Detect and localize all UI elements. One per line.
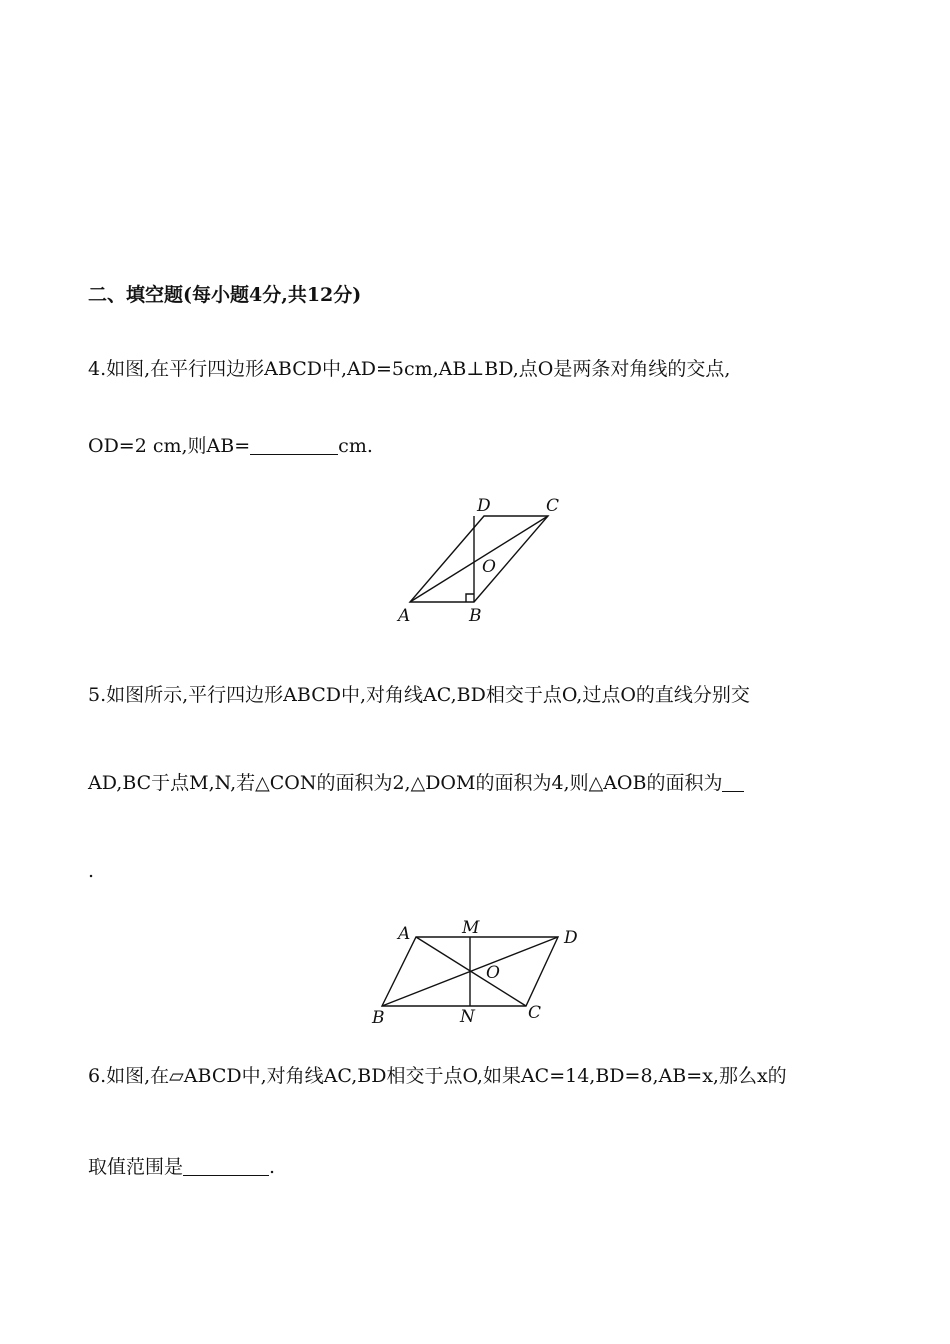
q5-parallelogram-figure [360, 912, 600, 1032]
q5-label-n: N [460, 1007, 475, 1027]
q4-label-b: B [469, 606, 482, 626]
q5-text-before-blank: AD,BC于点M,N,若△CON的面积为2,△DOM的面积为4,则△AOB的面积为 [88, 772, 723, 794]
q4-text-line1: 4.如图,在平行四边形ABCD中,AD=5cm,AB⊥BD,点O是两条对角线的交点, [88, 358, 731, 380]
q6-text-before-blank: 取值范围是 [88, 1156, 184, 1178]
q4-label-o: O [482, 557, 496, 577]
q5-text-line1: 5.如图所示,平行四边形ABCD中,对角线AC,BD相交于点O,过点O的直线分别交 [88, 684, 750, 706]
q4-parallelogram-figure [388, 490, 588, 630]
q4-text-after-blank: cm. [338, 435, 373, 457]
q4-text-before-blank: OD=2 cm,则AB= [88, 435, 251, 457]
q5-answer-blank[interactable] [722, 773, 744, 792]
q5-label-m: M [462, 918, 480, 938]
q5-label-d: D [564, 928, 578, 948]
q5-label-o: O [486, 963, 500, 983]
q6-text-after-blank: . [269, 1156, 276, 1178]
q5-text-line2 [88, 773, 744, 793]
section-heading: 二、填空题(每小题4分,共12分) [88, 284, 362, 306]
q5-label-c: C [528, 1003, 542, 1023]
q4-answer-blank[interactable] [250, 436, 338, 455]
q5-label-b: B [372, 1008, 385, 1028]
q4-diagonal-ac [410, 516, 548, 602]
q6-text-line1: 6.如图,在▱ABCD中,对角线AC,BD相交于点O,如果AC=14,BD=8,AB=x,那么x的 [88, 1065, 787, 1087]
q6-text-line2 [88, 1157, 275, 1177]
q5-label-a: A [398, 924, 411, 944]
q4-label-a: A [398, 606, 411, 626]
q4-text-line2 [88, 436, 373, 456]
q4-label-c: C [546, 496, 560, 516]
q4-right-angle-mark [466, 594, 474, 602]
q5-text-line3: . [88, 860, 95, 882]
q4-label-d: D [477, 496, 491, 516]
q6-answer-blank[interactable] [183, 1157, 269, 1176]
